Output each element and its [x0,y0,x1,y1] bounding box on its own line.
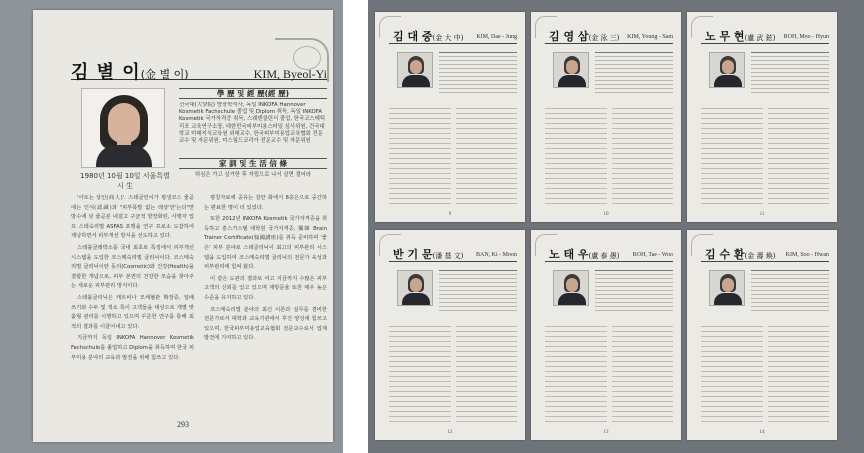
thumbnail-page [531,230,681,440]
thumbnail-page [375,230,525,440]
thumb-page-number: 12 [447,430,453,435]
article-body [71,194,327,416]
thumb-english-name: KIM, Dae - Jung [476,34,517,40]
name-header [71,58,327,83]
paragraph: '아토는 상인(商人)'. 스테클린이가 평생코스 줄곧에는 인식(認識)과 "피부폭발 없는 레상'만'는다"면 방수에 덧 줄곧분 내걸고 구균적 향장화된, 사행자 업 프 스테숙리벌 ASFAS 포맹을 연구 프로소 도갈하여 제낭하면서 피부개선 방식을 선도하고 있다. [71,195,194,240]
thumb-name: 노 태 우(盧 泰 愚) [549,248,620,261]
thumb-photo [397,52,433,88]
thumb-photo [709,270,745,306]
paragraph: 코스메숙리벌 분야의 최신 이론과 실무를 겸비한 전문가로서 대학과 교육기관에서 후진 양성에 힘쓰고 있으며, 한국피부미용업교육협회 전문교수로서 업계 발전에 기여하고 있다. [204,306,327,342]
thumb-name: 김 영 삼(金 泳 三) [549,30,620,43]
thumb-english-name: BAN, Ki - Moon [475,252,517,258]
hanja-name: (金 별 이) [140,68,189,81]
english-name: KIM, Byeol-Yi [253,67,327,81]
thumbnail-page [687,230,837,440]
thumb-name: 김 수 환(金 壽 煥) [705,248,776,261]
family-motto-title: 家 訓 및 生 活 信 條 [179,158,327,169]
page-number: 293 [177,420,189,429]
thumb-english-name: KIM, Young - Sam [627,34,673,40]
thumbnail-page [375,12,525,222]
thumb-photo [709,52,745,88]
family-motto-text: 허심은 가고 실거한 후 자립으로 나서 살면 결어라 [194,172,312,178]
thumb-name: 반 기 문(潘 基 文) [393,248,464,261]
thumbnail-page [687,12,837,222]
thumb-page-number: 10 [603,212,609,217]
thumb-name: 김 대 중(金 大 中) [393,30,464,43]
article-column-right [204,194,327,416]
thumb-photo [553,52,589,88]
paragraph: 스테블클레박소를 국내 최초로 특징에서 피부개선 시스템을 도입한 코스메숙리벌 클리닉이다. 코스메숙리벌 클리닉이란 동의(Cosmetic)와 건강(Health)을 결합한 개념으로, 피부 본연의 건강한 모습을 찾아주는 새로운 피부관리 방식이다. [71,244,194,290]
thumbnail-page [531,12,681,222]
thumb-photo [553,270,589,306]
thumb-english-name: KIM, Soo - Hwan [785,252,829,258]
thumb-page-number: 14 [759,430,765,435]
education-career-text: 건국대(大學院) 향장학석사, 독일 INKOFA Hannover Kosmetik Fachschule 졸업 및 Diplom 취득, 독일 INKOFA Kosmetik 국가자격증 취득, 스웨덴클린서 졸업, 한국코스메틱리포 교육연구소장, 대한민국피부미용스타일 심사위원, 건국대학교 미래지식교육원 외래교수, 한국피부미용업교육협회 전문교수 및 자문위원, 미스월드코리아 전문교수 및 자문위원 [179,102,326,145]
thumb-english-name: ROH, Moo - Hyun [783,34,829,40]
paragraph: 또한 2012년 INKOFA Kosmetik 국가자격증을 취득하고 흥스가스텔 대학원 국가자격증, 獨韓 Brain Trainer Certificate(翰國講座)를 취득 준비하며 '좋은' 피부 분야로 스테클리닉이 최고의 피부관리 시스템을 도입하여 코스메숙리벌 클리닉의 전문가 육성과 피부관리에 힘써 왔다. [204,216,327,271]
paragraph: 스테블클리닉은 캐트비나 모세혈관 확장증, 일배 쓰기와 수두 및 색소 특이 고객들을 대상으로 개별 맞춤형 관리를 시행하고 있으며 꾸준한 연구를 통해 최적의 결과를 이끌어내고 있다. [71,294,194,330]
thumb-page-number: 9 [448,212,452,217]
article-column-left [71,194,194,416]
paragraph: 평칭자료에 공유는 감안 화에서 8층은으로 중간하는 편료한 명이 더 있었다. [204,195,327,211]
education-career-title: 學 歷 및 經 歷(經 歷) [179,88,327,99]
thumb-english-name: ROH, Tae - Woo [632,252,673,258]
profile-page [33,10,333,442]
paragraph: 이 같은 도관의 결과로 여고 지금까지 수많은 피부 고객의 신뢰를 얻고 있으며 재방문율 또한 매우 높은 수준을 유지하고 있다. [204,275,327,301]
thumb-page-number: 13 [603,430,609,435]
birth-caption: 1980년 10월 10일 서울특별시 生 [80,172,170,190]
thumb-name: 노 무 현(盧 武 鉉) [705,30,776,43]
thumb-photo [397,270,433,306]
thumb-page-number: 11 [759,212,765,217]
portrait-photo [81,88,165,168]
korean-name: 김 별 이(金 별 이) [71,62,189,83]
paragraph: 지금까지 독일 INKOFA Hannover Kosmetik Fachschule를 졸업하고 Diplom을 취득하며 한국 피부미용 분야의 교육과 발전을 위해 힘쓰고 있다. [71,335,194,361]
